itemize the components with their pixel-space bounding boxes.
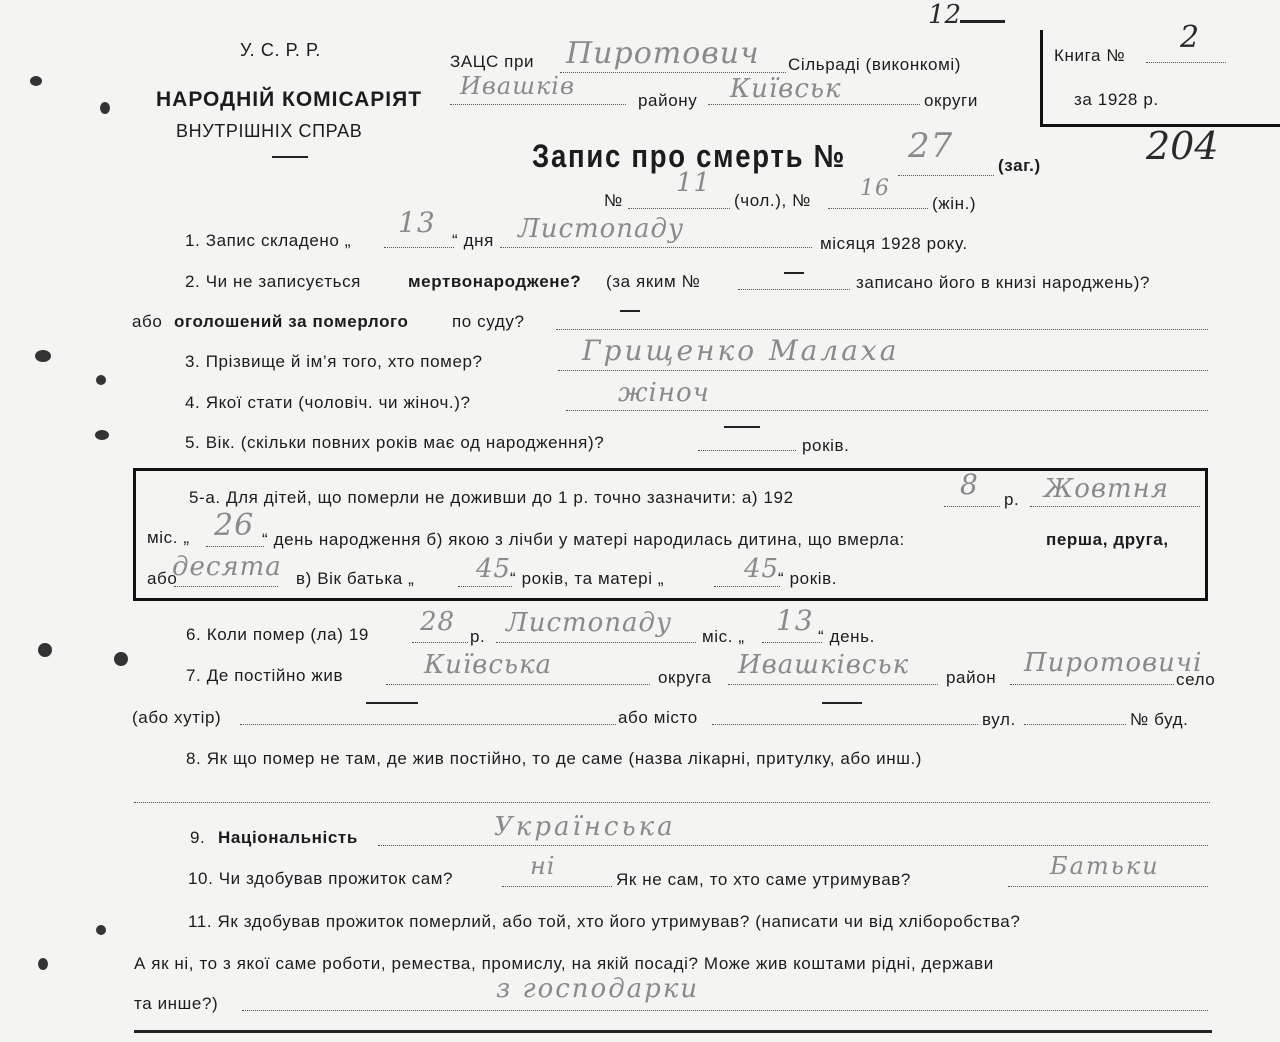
- book-frame: [1040, 30, 1280, 127]
- item10-who: Батьки: [1050, 852, 1160, 880]
- item7-okrug-line: [386, 684, 650, 685]
- item11-line1: 11. Як здобував прожиток померлий, або той, хто його утримував? (написати чи від хліборобства?: [188, 912, 1021, 931]
- commissariat-subtitle: ВНУТРІШНІХ СПРАВ: [176, 121, 363, 141]
- book-year: за 1928 р.: [1074, 90, 1159, 109]
- item7-city-dash: [822, 702, 862, 704]
- item1-mid: “ дня: [452, 231, 494, 250]
- item5a-r: р.: [1004, 490, 1020, 509]
- male-number: 11: [676, 168, 712, 198]
- item6-year-line: [412, 642, 468, 643]
- item4-sex: жіноч: [618, 378, 710, 408]
- item5a-mother-line: [714, 586, 780, 587]
- item5a-order: десята: [172, 552, 282, 582]
- page-number-underline: [960, 20, 1005, 23]
- item5-suffix: років.: [802, 436, 850, 455]
- item5a-mother-age: 45: [744, 554, 780, 584]
- zags-suffix: Сільраді (виконкомі): [788, 55, 962, 74]
- item5a-line2-mid: “ день народження б) якою з лічби у матері народилась дитина, що вмерла:: [262, 530, 905, 549]
- item2-number-line: [738, 289, 850, 290]
- binding-hole: [96, 925, 106, 935]
- book-number-line: [1146, 62, 1226, 63]
- male-no-label: №: [604, 191, 623, 210]
- binding-hole: [95, 430, 109, 440]
- item8-line: [134, 802, 1210, 803]
- item3-label: 3. Прізвище й ім’я того, хто помер?: [185, 352, 483, 371]
- book-number: 2: [1180, 20, 1200, 55]
- item9-line: [378, 845, 1208, 846]
- item11-line: [242, 1010, 1208, 1011]
- item1-prefix: 1. Запис складено „: [185, 231, 352, 250]
- item7-line2-house: № буд.: [1130, 710, 1189, 729]
- item5a-line3-or: або: [147, 569, 178, 588]
- item2-declared-dead: оголошений за померлого: [174, 312, 409, 331]
- item7-district: Ивашківськ: [738, 650, 910, 680]
- record-zag: (заг.): [998, 156, 1041, 175]
- item5a-month-line: [1030, 506, 1200, 507]
- item10-who-label: Як не сам, то хто саме утримував?: [616, 870, 911, 889]
- binding-hole: [114, 652, 128, 666]
- item6-day-line: [762, 642, 822, 643]
- item5a-year: 8: [960, 468, 979, 501]
- item6-year: 28: [420, 607, 456, 637]
- item2-stillborn: мертвонароджене?: [408, 272, 582, 291]
- item11-line3: та инше?): [134, 994, 219, 1013]
- zags-prefix: ЗАЦС при: [450, 52, 535, 71]
- okrug-line: [708, 104, 920, 105]
- district-line: [450, 104, 626, 105]
- header-divider: [272, 156, 308, 158]
- item5a-day-line: [206, 546, 264, 547]
- binding-hole: [100, 102, 110, 114]
- zags-village-line: [560, 72, 786, 73]
- item1-month-line: [500, 247, 812, 248]
- item6-prefix: 6. Коли помер (ла) 19: [186, 625, 369, 644]
- item6-r: р.: [470, 627, 486, 646]
- okrug-label: округи: [924, 91, 978, 110]
- item10-who-line: [1008, 886, 1208, 887]
- book-label: Книга №: [1054, 46, 1126, 65]
- item5a-line2-prefix: міс. „: [147, 528, 190, 547]
- item5a-line1: 5-а. Для дітей, що померли не доживши до 1 р. точно зазначити: а) 192: [189, 488, 794, 507]
- record-number: 27: [908, 126, 954, 166]
- item1-day: 13: [398, 206, 436, 239]
- item7-line2-khutir: (або хутір): [132, 708, 222, 727]
- item7-okrug: Київська: [424, 650, 553, 680]
- item11-line2: А як ні, то з якої саме роботи, ремества, промислу, на якій посаді? Може жив коштами рідні, держави: [134, 954, 994, 973]
- item9-nationality: Українська: [494, 812, 676, 842]
- item7-district-label: район: [946, 668, 997, 687]
- item7-street-line: [1024, 724, 1126, 725]
- male-label: (чол.), №: [734, 191, 811, 210]
- item5a-year-line: [944, 506, 1000, 507]
- item5a-father-age: 45: [476, 554, 512, 584]
- item2-prefix: 2. Чи не записується: [185, 272, 361, 291]
- page-number: 12: [928, 0, 962, 30]
- item5-label: 5. Вік. (скільки повних років має од народження)?: [185, 433, 605, 452]
- item7-line2-city: або місто: [618, 708, 698, 727]
- commissariat-title: НАРОДНІЙ КОМІСАРІЯТ: [156, 88, 423, 111]
- district-label: району: [638, 91, 698, 110]
- item5a-order-line: [174, 586, 278, 587]
- item10-self: ні: [530, 852, 556, 880]
- item2-court-dash: [620, 310, 640, 312]
- item2-by-court: по суду?: [452, 312, 525, 331]
- item5-line: [698, 450, 796, 451]
- item1-day-line: [384, 247, 454, 248]
- item5a-mother-label: “ років, та матері „: [510, 569, 665, 588]
- item7-prefix: 7. Де постійно жив: [186, 666, 344, 685]
- item5a-father-label: в) Вік батька „: [296, 569, 415, 588]
- item11-occupation: з господарки: [496, 974, 700, 1004]
- item3-line: [558, 370, 1208, 371]
- item5a-line3-suffix: “ років.: [778, 569, 838, 588]
- item10-label: 10. Чи здобував прожиток сам?: [188, 869, 454, 888]
- item10-self-line: [502, 886, 612, 887]
- item7-district-line: [728, 684, 938, 685]
- item6-month: Листопаду: [506, 608, 673, 638]
- bottom-rule: [134, 1030, 1212, 1033]
- binding-hole: [35, 350, 51, 362]
- item7-khutir-line: [240, 724, 616, 725]
- item1-month: Листопаду: [518, 214, 685, 244]
- item7-khutir-dash: [366, 702, 418, 704]
- binding-hole: [30, 76, 42, 86]
- item8-label: 8. Як що помер не там, де жив постійно, то де саме (назва лікарні, притулку, або инш.): [186, 749, 923, 768]
- binding-hole: [96, 375, 106, 385]
- item6-month-label: міс. „: [702, 627, 745, 646]
- side-number: 204: [1146, 124, 1219, 168]
- item5-dash: [724, 426, 760, 428]
- binding-hole: [38, 958, 48, 970]
- item7-village-label: село: [1176, 670, 1216, 689]
- item5a-month: Жовтня: [1044, 474, 1169, 504]
- item5a-father-line: [458, 586, 512, 587]
- item3-name: Грищенко Малаха: [582, 334, 900, 367]
- item7-okrug-label: округа: [658, 668, 712, 687]
- item2-number-dash: [784, 272, 804, 274]
- item7-city-line: [712, 724, 978, 725]
- item7-village-line: [1010, 684, 1174, 685]
- item2-suffix: записано його в книзі народжень)?: [856, 273, 1151, 292]
- item6-month-line: [496, 642, 696, 643]
- item2-line2-or: або: [132, 312, 163, 331]
- female-label: (жін.): [932, 194, 977, 213]
- item4-line: [566, 410, 1208, 411]
- binding-hole: [38, 643, 52, 657]
- record-number-line: [898, 175, 994, 176]
- item1-suffix: місяця 1928 року.: [820, 234, 968, 253]
- item9-label: Національність: [218, 828, 358, 847]
- record-title: Запис про смерть №: [532, 138, 847, 174]
- item7-line2-street: вул.: [982, 710, 1016, 729]
- state-header: У. С. Р. Р.: [240, 40, 321, 60]
- item5a-day: 26: [214, 508, 255, 543]
- item7-village: Пиротовичі: [1024, 648, 1203, 678]
- item6-suffix: “ день.: [818, 627, 875, 646]
- female-number: 16: [860, 176, 890, 201]
- zags-village-value: Пиротович: [566, 36, 760, 71]
- female-number-line: [828, 208, 928, 209]
- item6-day: 13: [776, 604, 814, 637]
- item2-court-line: [556, 329, 1208, 330]
- item2-number-label: (за яким №: [606, 272, 701, 291]
- item4-label: 4. Якої стати (чоловіч. чи жіноч.)?: [185, 393, 471, 412]
- district-value: Ивашків: [460, 72, 575, 100]
- okrug-value: Київськ: [730, 74, 842, 104]
- item9-number: 9.: [190, 828, 206, 847]
- item5a-order-options: перша, друга,: [1046, 530, 1169, 549]
- male-number-line: [628, 208, 730, 209]
